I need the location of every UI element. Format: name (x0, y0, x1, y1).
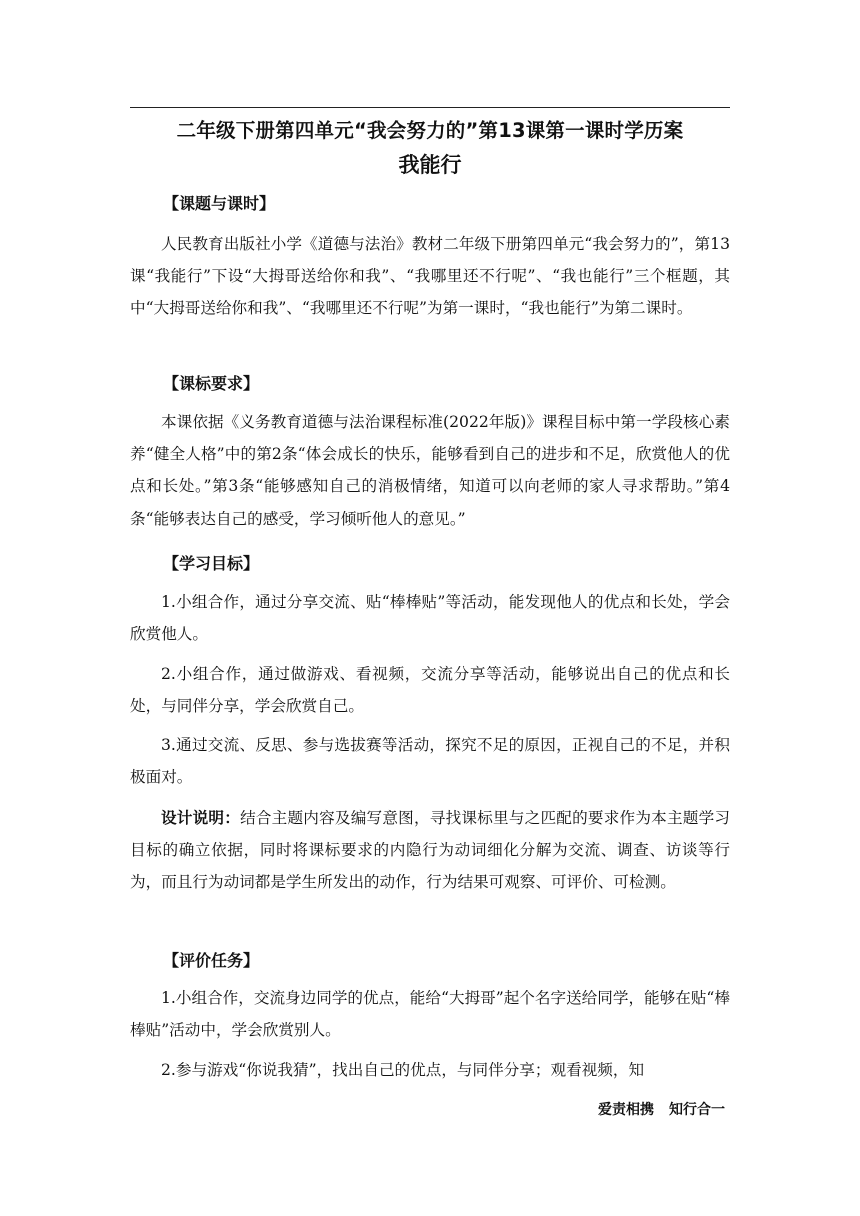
assessment-item-1: 1.小组合作，交流身边同学的优点，能给“大拇哥”起个名字送给同学，能够在贴“棒棒贴”活动中，学会欣赏别人。 (130, 989, 730, 1040)
objective-item-3: 3.通过交流、反思、参与选拔赛等活动，探究不足的原因，正视自己的不足，并积极面对。 (130, 736, 730, 787)
footer-motto-right: 知行合一 (669, 1102, 725, 1118)
design-note-label: 设计说明： (161, 809, 241, 827)
document-subtitle: 我能行 (398, 153, 462, 177)
section-heading-topic: 【课题与课时】 (163, 194, 276, 213)
document-title: 二年级下册第四单元“我会努力的”第13课第一课时学历案 (176, 119, 684, 142)
design-note-text: 结合主题内容及编写意图，寻找课标里与之匹配的要求作为本主题学习目标的确立依据，同时将课标要求的内隐行为动词细化分解为交流、调查、访谈等行为，而且行为动词都是学生所发出的动作，行为结果可观察、可评价、可检测。 (130, 809, 730, 892)
objective-item-1: 1.小组合作，通过分享交流、贴“棒棒贴”等活动，能发现他人的优点和长处，学会欣赏他人。 (130, 593, 730, 644)
objective-item-2: 2.小组合作，通过做游戏、看视频，交流分享等活动，能够说出自己的优点和长处，与同伴分享，学会欣赏自己。 (130, 665, 730, 716)
section-heading-assessment: 【评价任务】 (163, 951, 260, 970)
topic-paragraph: 人民教育出版社小学《道德与法治》教材二年级下册第四单元“我会努力的”，第13课“我能行”下设“大拇哥送给你和我”、“我哪里还不行呢”、“我也能行”三个框题，其中“大拇哥送给你和我”、“我哪里还不行呢”为第一课时，“我也能行”为第二课时。 (130, 235, 730, 318)
section-heading-standards: 【课标要求】 (163, 374, 260, 393)
header-rule (130, 107, 730, 108)
section-heading-objectives: 【学习目标】 (163, 554, 260, 573)
footer-motto-left: 爱责相携 (598, 1102, 654, 1118)
assessment-item-2: 2.参与游戏“你说我猜”，找出自己的优点，与同伴分享；观看视频，知 (161, 1061, 645, 1079)
standards-paragraph: 本课依据《义务教育道德与法治课程标准(2022年版)》课程目标中第一学段核心素养“健全人格”中的第2条“体会成长的快乐，能够看到自己的进步和不足，欣赏他人的优点和长处。”第3条“能够感知自己的消极情绪，知道可以向老师的家人寻求帮助。”第4条“能够表达自己的感受，学习倾听他人的意见。” (130, 413, 730, 528)
design-note-paragraph (130, 802, 730, 899)
